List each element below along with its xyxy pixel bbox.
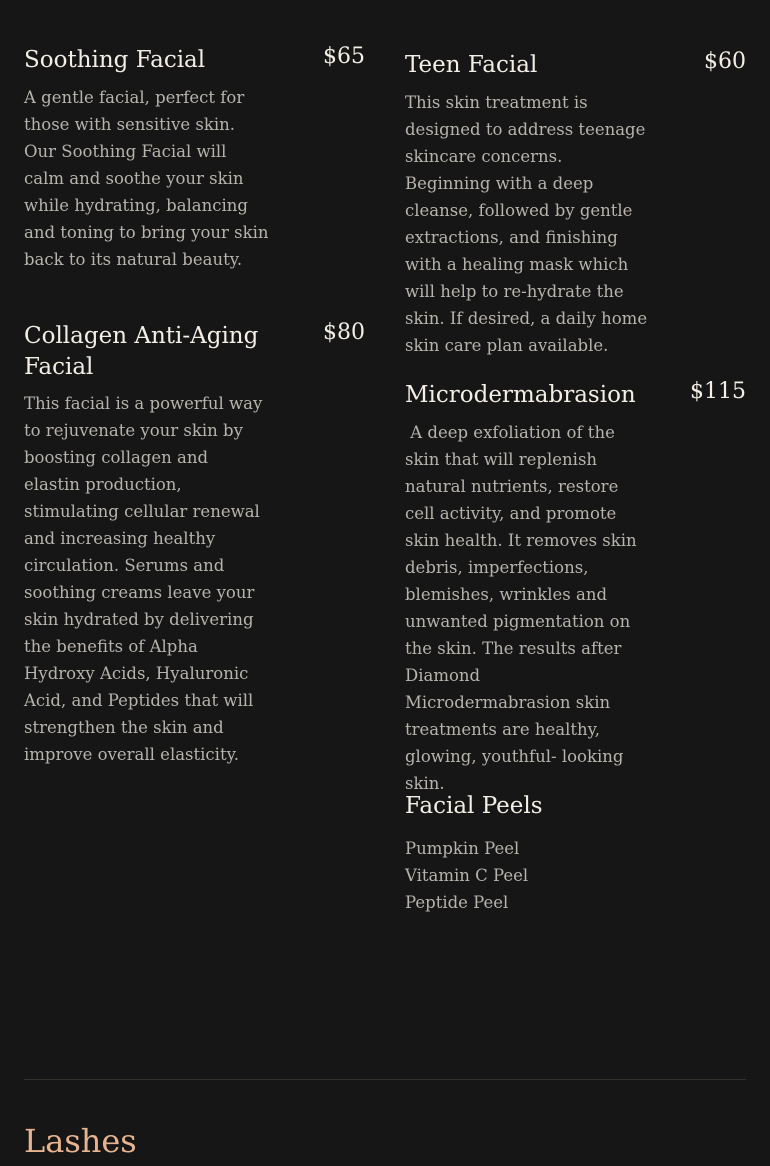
peel-list [405, 835, 528, 916]
service-price: $115 [690, 379, 746, 404]
list-item: Vitamin C Peel [405, 866, 529, 885]
service-description: A deep exfoliation of the skin that will replenish natural nutrients, restore cell activity, and promote skin health. It removes skin debris, imperfections, blemishes, wrinkles and unwanted pigmentation on the skin. The results after Diamond Microdermabrasion skin treatments are healthy, glowing, youthful- looking skin. [405, 423, 642, 793]
service-description: A gentle facial, perfect for those with sensitive skin. Our Soothing Facial will calm and soothe your skin while hydrating, balancing and toning to bring your skin back to its natural beauty. [24, 88, 269, 269]
service-price: $60 [704, 49, 746, 74]
section-divider [24, 1079, 746, 1080]
service-price: $65 [323, 44, 365, 69]
section-title-lashes: Lashes [24, 1122, 137, 1160]
service-description: This facial is a powerful way to rejuvenate your skin by boosting collagen and elastin production, stimulating cellular renewal and increasing healthy circulation. Serums and soothing creams leave your skin hydrated by delivering the benefits of Alpha Hydroxy Acids, Hyaluronic Acid, and Peptides that will strengthen the skin and improve overall elasticity. [24, 394, 263, 764]
service-title: Collagen Anti-Aging Facial [24, 323, 259, 380]
list-item: Peptide Peel [405, 893, 509, 912]
service-title: Microdermabrasion [405, 382, 636, 408]
service-description: This skin treatment is designed to address teenage skincare concerns. Beginning with a deep cleanse, followed by gentle extractions, and finishing with a healing mask which will help to re-hydrate the skin. If desired, a daily home skin care plan available. [405, 93, 648, 355]
service-title: Soothing Facial [24, 47, 206, 73]
service-price: $80 [323, 320, 365, 345]
service-title: Teen Facial [405, 52, 538, 78]
list-item: Pumpkin Peel [405, 839, 520, 858]
service-title: Facial Peels [405, 793, 543, 819]
